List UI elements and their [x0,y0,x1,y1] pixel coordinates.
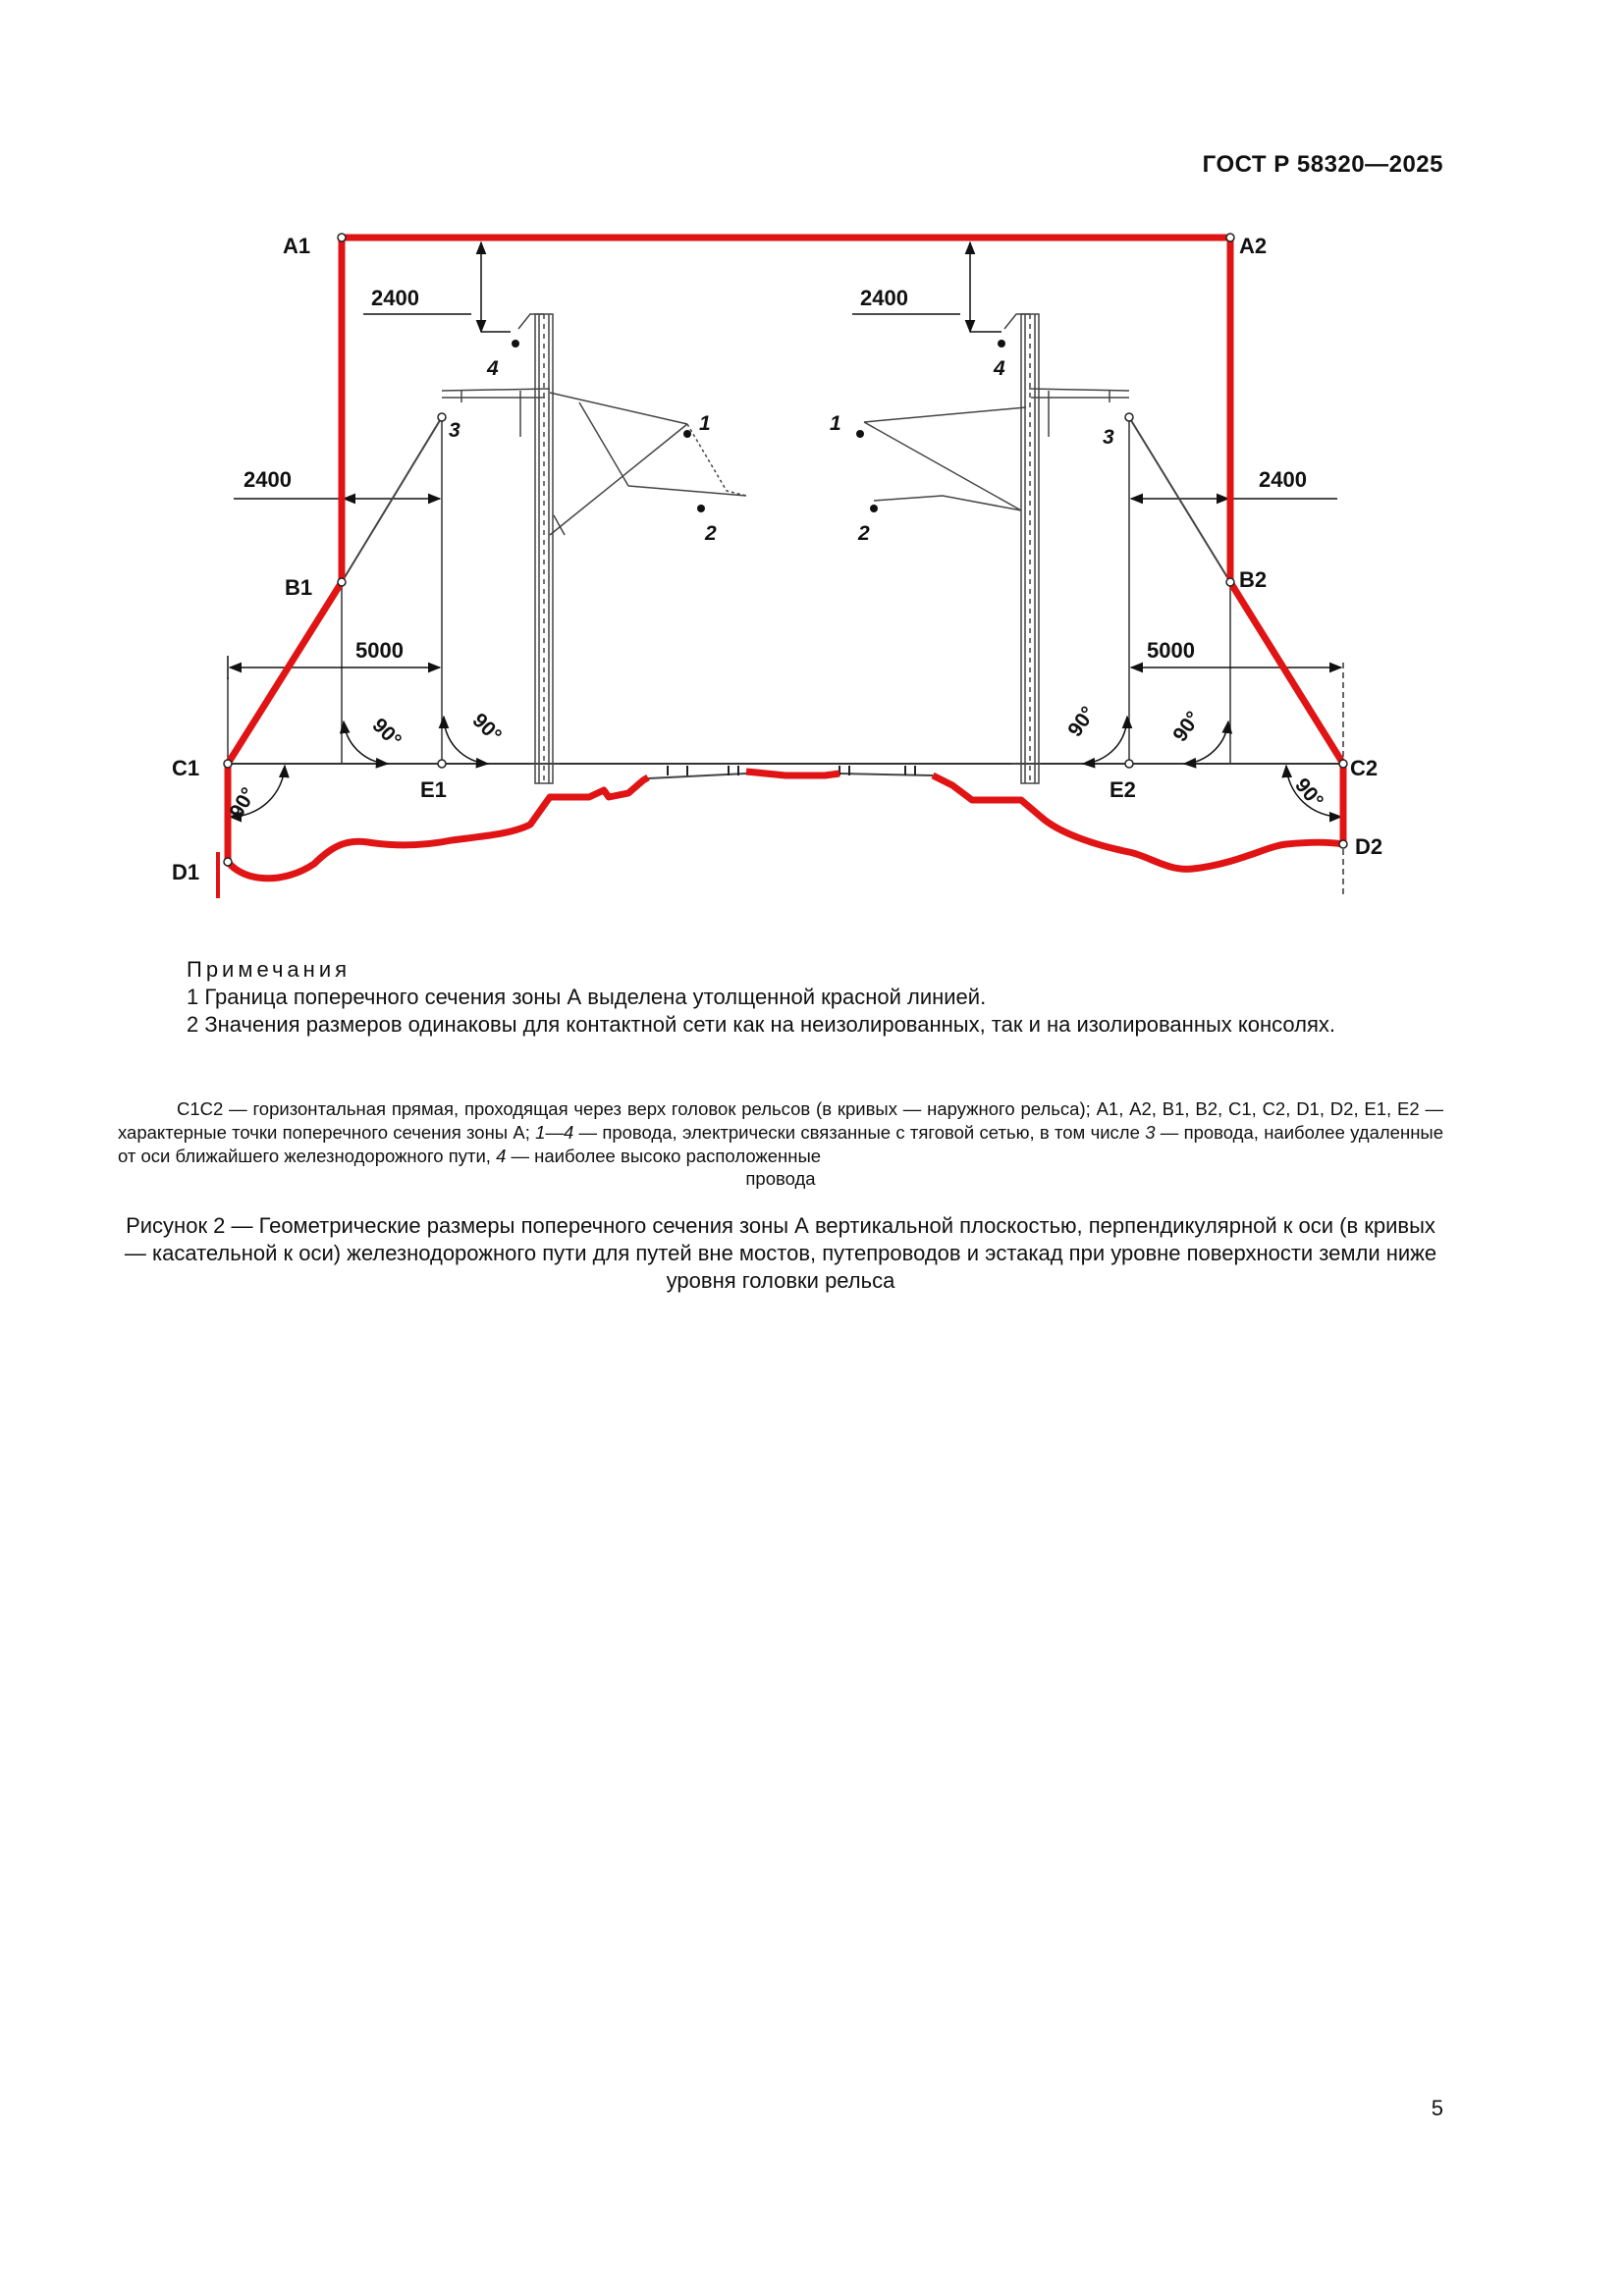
notes-title: Примечания [187,957,352,982]
label-c2: C2 [1350,756,1379,780]
characteristic-points [224,234,1347,866]
wire-2-left [697,505,705,512]
legend-part: — провода, наиболее удаленные от оси ближайшего железнодорожного пути, [118,1122,1443,1166]
dim-label-base-right: 5000 [1147,638,1195,663]
wire-label-3-left: 3 [449,419,460,442]
label-b2: B2 [1239,567,1268,592]
legend-number: 4 [496,1146,507,1166]
dim-label-side-right: 2400 [1259,467,1307,492]
wire-label-2-left: 2 [705,522,717,545]
legend-number: 3 [1145,1122,1156,1143]
label-c1: C1 [172,756,200,780]
dim-label-base-left: 5000 [355,638,404,663]
right-wire-3-strut [1129,417,1230,582]
angle-label-c2: 90° [1290,774,1328,813]
dim-label-top-left: 2400 [371,286,419,310]
note-item: 1 Граница поперечного сечения зоны А выделена утолщенной красной линией. [187,985,987,1009]
angle-label-b2: 90° [1168,707,1206,746]
wire-label-3-right: 3 [1103,426,1114,449]
wire-1-right [856,430,864,438]
legend-part: С1С2 — горизонтальная прямая, проходящая через верх головок рельсов (в кривых — наружного рельса); А1, А2, В1, В2, С1, С2, D1, D2, E1, E2 — характерные точки поперечного сечения зоны А; [118,1098,1443,1143]
note-item: 2 Значения размеров одинаковы для контактной сети как на неизолированных, так и на изолированных консолях. [187,1012,1336,1037]
label-b1: B1 [285,575,313,600]
legend-part: — наиболее высоко расположенные [506,1146,822,1166]
cross-section-figure [0,0,1624,942]
legend-part: — провода, электрически связанные с тяговой сетью, в том числе [573,1122,1146,1143]
notes [118,956,1443,1039]
figure-legend [118,1097,1443,1168]
wire-label-4-left: 4 [487,357,499,380]
left-wire-3-strut [342,417,442,582]
page-number: 5 [1431,2096,1443,2120]
zone-boundary-ground [228,772,1343,879]
label-d2: D2 [1355,834,1383,859]
wire-1-left [683,430,691,438]
angle-label-b1: 90° [367,714,406,752]
legend-tail: провода [745,1168,816,1189]
wire-label-2-right: 2 [858,522,870,545]
wire-2-right [870,505,878,512]
wire-4-right [998,340,1005,347]
standard-number: ГОСТ Р 58320—2025 [1202,151,1443,178]
legend-range: 1—4 [535,1122,574,1143]
angle-label-e2: 90° [1063,702,1101,741]
angle-label-e1: 90° [467,709,507,747]
angle-label-c1: 90° [225,783,261,823]
label-e2: E2 [1110,777,1136,802]
wire-4-left [512,340,519,347]
label-d1: D1 [172,860,200,884]
wire-label-1-left: 1 [699,412,711,435]
label-e1: E1 [420,777,447,802]
wire-label-4-right: 4 [994,357,1005,380]
zone-boundary-top [228,238,1343,764]
label-a1: A1 [283,234,311,258]
dim-label-top-right: 2400 [860,286,908,310]
wire-points [512,340,1005,512]
dim-label-side-left: 2400 [244,467,292,492]
figure-caption: Рисунок 2 — Геометрические размеры поперечного сечения зоны А вертикальной плоскостью, перпендикулярной к оси (в кривых — касательной к оси) железнодорожного пути для путей вне мостов, путепроводов и эстакад при уровне поверхности земли ниже уровня головки рельса [124,1213,1437,1293]
wire-label-1-right: 1 [830,412,841,435]
label-a2: A2 [1239,234,1268,258]
